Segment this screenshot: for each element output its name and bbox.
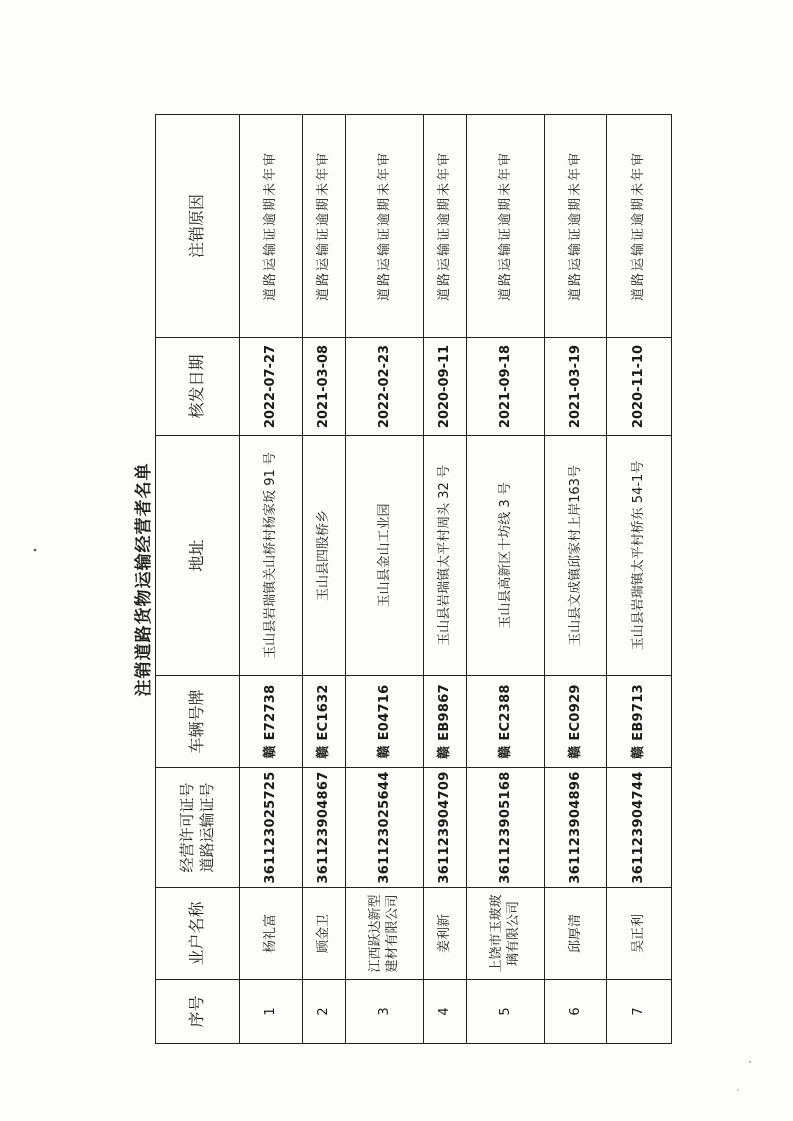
row-name: 吴正利 — [607, 888, 672, 980]
table-row — [424, 115, 466, 1044]
row-index: 4 — [424, 980, 466, 1044]
row-plate: 赣 E72738 — [240, 676, 303, 768]
row-index: 3 — [345, 980, 424, 1044]
header-date: 核发日期 — [156, 338, 240, 436]
row-index: 2 — [303, 980, 345, 1044]
row-plate: 赣 EB9713 — [607, 676, 672, 768]
row-date: 2021-09-18 — [466, 338, 545, 436]
row-plate: 赣 E04716 — [345, 676, 424, 768]
row-reason: 道路运输证逾期未年审 — [345, 115, 424, 338]
row-name: 杨礼富 — [240, 888, 303, 980]
row-license: 361123905168 — [466, 768, 545, 888]
row-name: 上饶市玉玻玻璃有限公司 — [466, 888, 545, 980]
header-plate: 车辆号牌 — [156, 676, 240, 768]
row-license: 361123904867 — [303, 768, 345, 888]
row-address: 玉山县金山工业园 — [345, 436, 424, 676]
header-index: 序号 — [156, 980, 240, 1044]
row-address: 玉山县岩瑞镇关山桥村杨家坂 91 号 — [240, 436, 303, 676]
row-address: 玉山县文成镇邱家村上岸163号 — [545, 436, 607, 676]
row-plate: 赣 EB9867 — [424, 676, 466, 768]
row-date: 2022-02-23 — [345, 338, 424, 436]
row-reason: 道路运输证逾期未年审 — [466, 115, 545, 338]
row-address: 玉山县四股桥乡 — [303, 436, 345, 676]
row-index: 1 — [240, 980, 303, 1044]
rotated-table-block — [133, 115, 675, 1044]
deregistration-table — [155, 114, 672, 1044]
row-reason: 道路运输证逾期未年审 — [545, 115, 607, 338]
table-row — [466, 115, 545, 1044]
header-address: 地址 — [156, 436, 240, 676]
row-date: 2022-07-27 — [240, 338, 303, 436]
row-address: 玉山县岩瑞镇太平村周头 32 号 — [424, 436, 466, 676]
row-address: 玉山县岩瑞镇太平村桥东 54-1号 — [607, 436, 672, 676]
row-license: 361123904744 — [607, 768, 672, 888]
row-name: 姜利新 — [424, 888, 466, 980]
header-name: 业户名称 — [156, 888, 240, 980]
table-row — [545, 115, 607, 1044]
row-name: 邱厚清 — [545, 888, 607, 980]
table-row — [240, 115, 303, 1044]
row-address: 玉山县高新区十坊线 3 号 — [466, 436, 545, 676]
header-reason: 注销原因 — [156, 115, 240, 338]
row-reason: 道路运输证逾期未年审 — [303, 115, 345, 338]
header-license: 经营许可证号 道路运输证号 — [156, 768, 240, 888]
row-reason: 道路运输证逾期未年审 — [240, 115, 303, 338]
row-date: 2020-09-11 — [424, 338, 466, 436]
row-license: 361123904709 — [424, 768, 466, 888]
row-date: 2020-11-10 — [607, 338, 672, 436]
row-name: 江西跃达新型建材有限公司 — [345, 888, 424, 980]
header-row — [156, 115, 240, 1044]
row-license: 361123025725 — [240, 768, 303, 888]
document-title: 注销道路货物运输经营者名单 — [134, 462, 154, 697]
row-plate: 赣 EC0929 — [545, 676, 607, 768]
row-date: 2021-03-08 — [303, 338, 345, 436]
row-plate: 赣 EC1632 — [303, 676, 345, 768]
row-plate: 赣 EC2388 — [466, 676, 545, 768]
table-row — [345, 115, 424, 1044]
row-reason: 道路运输证逾期未年审 — [607, 115, 672, 338]
row-reason: 道路运输证逾期未年审 — [424, 115, 466, 338]
row-index: 6 — [545, 980, 607, 1044]
row-index: 5 — [466, 980, 545, 1044]
row-license: 361123025644 — [345, 768, 424, 888]
table-row — [607, 115, 672, 1044]
row-date: 2021-03-19 — [545, 338, 607, 436]
row-name: 顾金卫 — [303, 888, 345, 980]
table-row — [303, 115, 345, 1044]
row-index: 7 — [607, 980, 672, 1044]
row-license: 361123904896 — [545, 768, 607, 888]
